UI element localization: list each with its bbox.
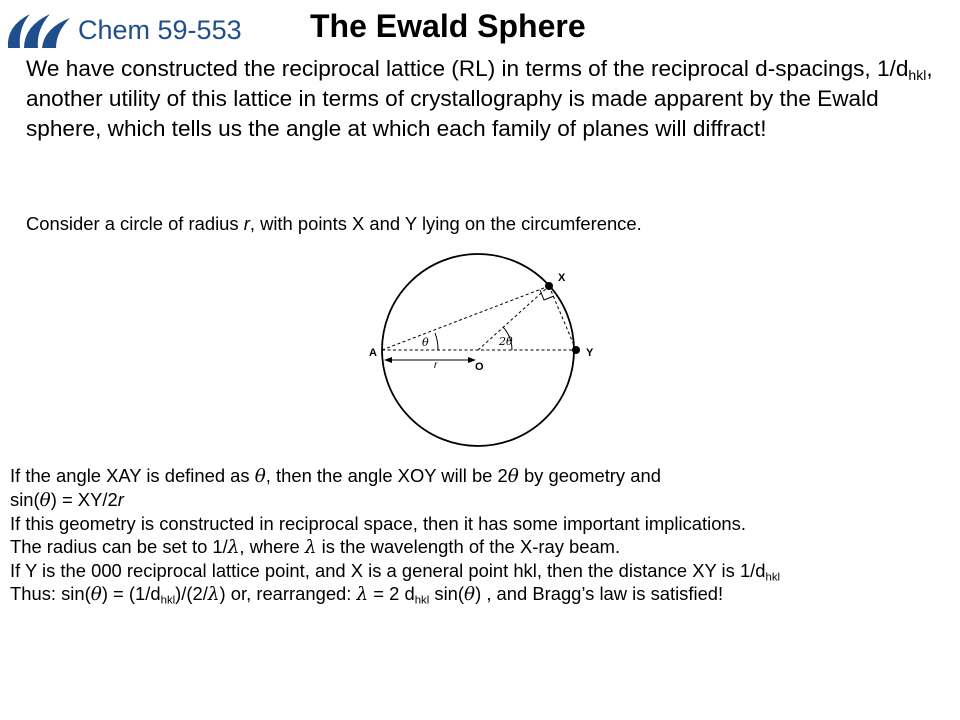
- label-theta: θ: [422, 336, 429, 349]
- explain-line-2: sin(θ) = XY/2r: [10, 489, 124, 511]
- consider-sentence: Consider a circle of radius r, with points X and Y lying on the circumference.: [26, 213, 642, 234]
- explain-line-1: If the angle XAY is defined as θ, then the angle XOY will be 2θ by geometry and: [10, 465, 661, 487]
- university-logo-icon: [4, 8, 74, 52]
- point-X-dot: [545, 282, 553, 290]
- theta-arc: [435, 333, 438, 350]
- intro-paragraph: We have constructed the reciprocal lattice (RL) in terms of the reciprocal d-spacings, $1/d_{hkl}$, another utility of this lattice in terms of crystallography is made apparent by the Ewald sphere, which tells us the angle at which each family of planes will diffract!: [26, 56, 933, 141]
- point-Y-dot: [572, 346, 580, 354]
- label-r: r: [434, 360, 438, 371]
- label-A: A: [369, 347, 377, 359]
- radius-arrowhead-left: [384, 357, 392, 363]
- radius-O-X: [478, 286, 549, 350]
- explain-line-5: If Y is the 000 reciprocal lattice point, and X is a general point hkl, then the distance XY is $1/d_{hkl}$: [10, 560, 781, 584]
- ewald-circle-diagram: [362, 250, 612, 454]
- explanation-block: [10, 464, 945, 606]
- explain-line-4: The radius can be set to 1/λ, where λ is the wavelength of the X-ray beam.: [10, 536, 621, 558]
- chord-X-Y: [549, 286, 576, 350]
- label-2theta: 2θ: [499, 335, 513, 348]
- label-X: X: [558, 272, 566, 284]
- right-angle-mark: [540, 290, 554, 300]
- explain-line-3: If this geometry is constructed in reciprocal space, then it has some important implications.: [10, 513, 746, 534]
- chord-A-X: [382, 286, 549, 350]
- slide-title: The Ewald Sphere: [310, 8, 586, 44]
- label-O: O: [475, 361, 484, 373]
- label-Y: Y: [586, 347, 594, 359]
- explain-line-6: Thus: $\sin(\theta) = (1/d_{hkl})/(2/\lambda)$ or, rearranged: λ = 2 $d_{hkl}$ sin(θ) , and Bragg’s law is satisfied!: [10, 583, 724, 607]
- course-label: Chem 59-553: [78, 15, 242, 45]
